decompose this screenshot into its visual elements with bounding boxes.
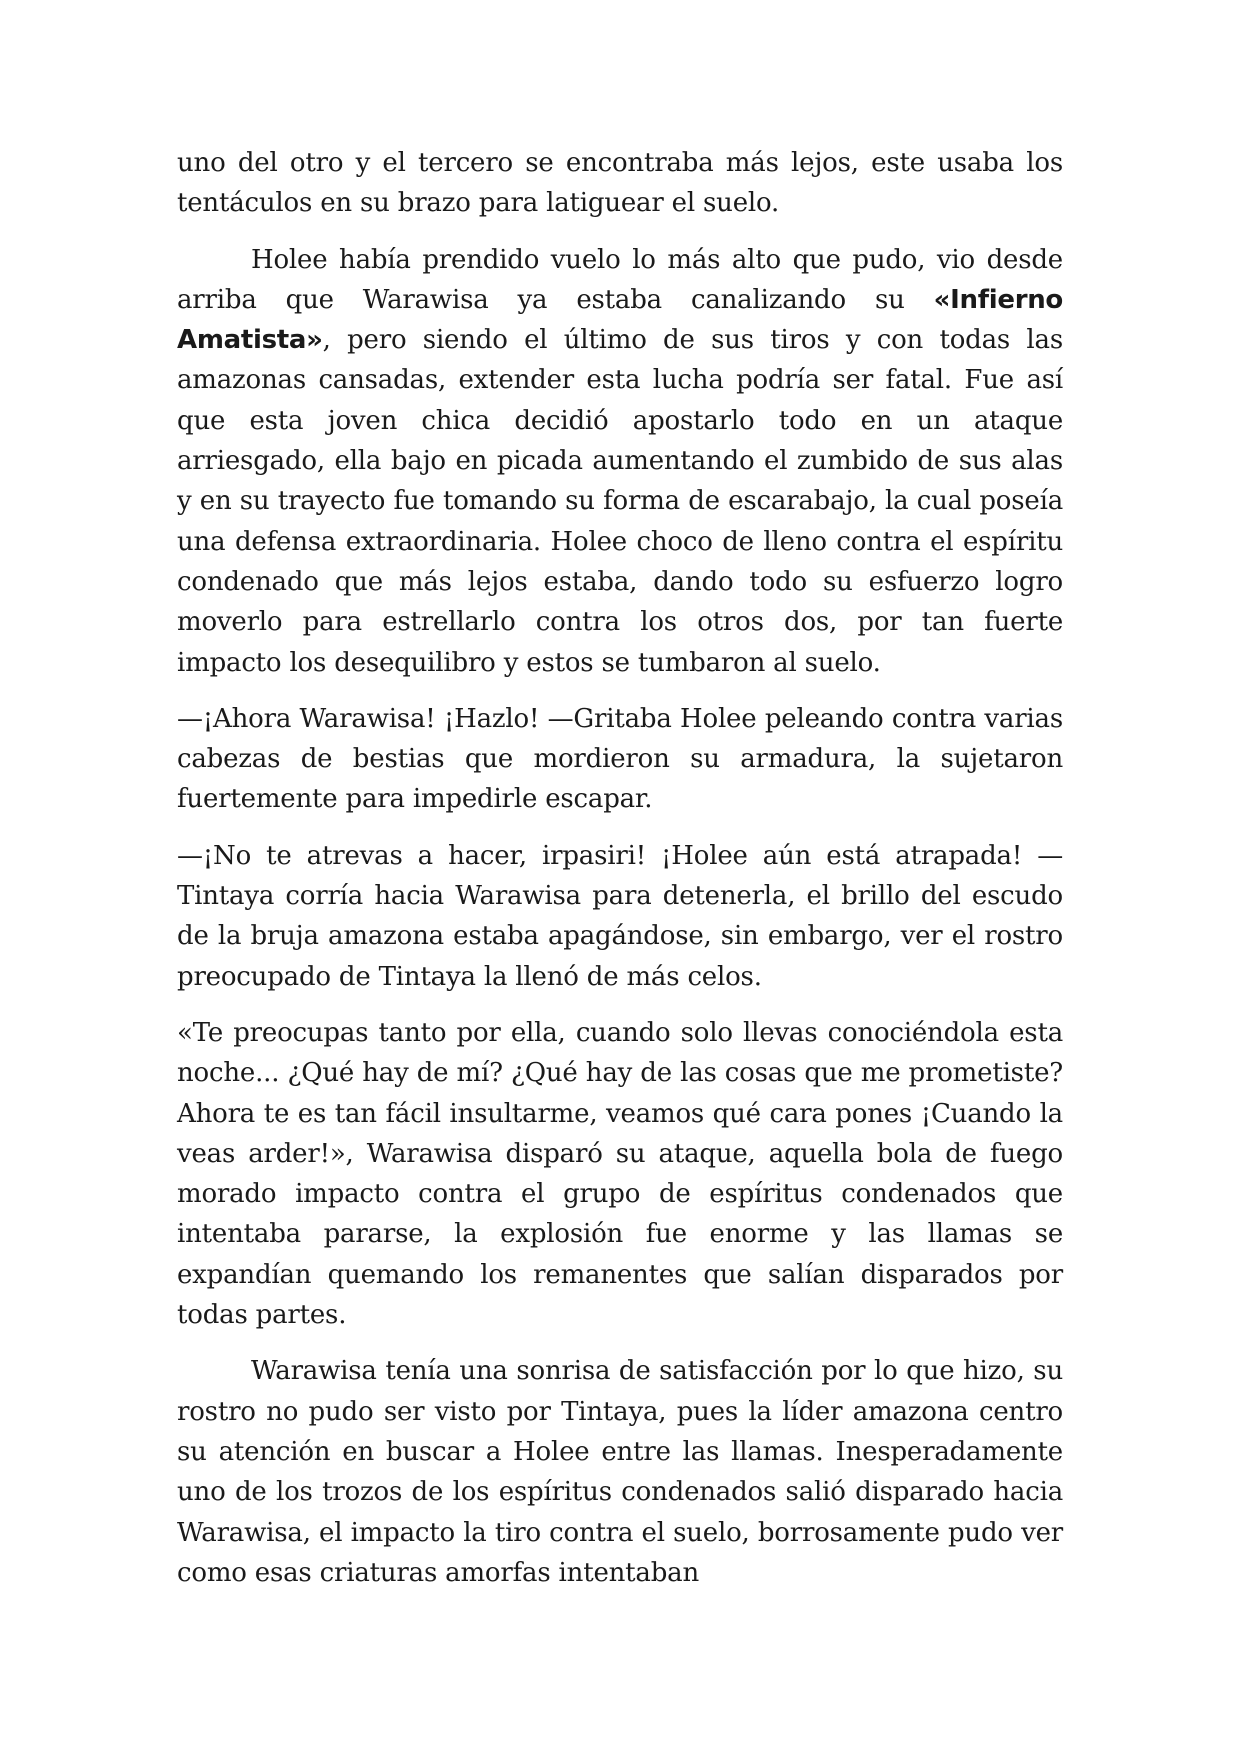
page-body (177, 143, 1063, 1609)
paragraph-2 (177, 240, 1063, 683)
paragraph-2-text-after: , pero siendo el último de sus tiros y con todas las amazonas cansadas, extender esta lucha podría ser fatal. Fue así que esta joven chica decidió apostarlo todo en un ataque arriesgado, ella bajo en picada aumentando el zumbido de sus alas y en su trayecto fue tomando su forma de escarabajo, la cual poseía una defensa extraordinaria. Holee choco de lleno contra el espíritu condenado que más lejos estaba, dando todo su esfuerzo logro moverlo para estrellarlo contra los otros dos, por tan fuerte impacto los desequilibro y estos se tumbaron al suelo. (177, 325, 1063, 678)
paragraph-1: uno del otro y el tercero se encontraba más lejos, este usaba los tentáculos en su brazo para latiguear el suelo. (177, 148, 1063, 219)
paragraph-3-dialogue: —¡Ahora Warawisa! ¡Hazlo! —Gritaba Holee peleando contra varias cabezas de bestias que mordieron su armadura, la sujetaron fuertemente para impedirle escapar. (177, 703, 1063, 815)
paragraph-5-thought: «Te preocupas tanto por ella, cuando solo llevas conociéndola esta noche... ¿Qué hay de mí? ¿Qué hay de las cosas que me prometiste? Ahora te es tan fácil insultarme, veamos qué cara pones ¡Cuando la veas arder!», Warawisa disparó su ataque, aquella bola de fuego morado impacto contra el grupo de espíritus condenados que intentaba pararse, la explosión fue enorme y las llamas se expandían quemando los remanentes que salían disparados por todas partes. (177, 1017, 1063, 1331)
paragraph-6: Warawisa tenía una sonrisa de satisfacción por lo que hizo, su rostro no pudo ser visto por Tintaya, pues la líder amazona centro su atención en buscar a Holee entre las llamas. Inesperadamente uno de los trozos de los espíritus condenados salió disparado hacia Warawisa, el impacto la tiro contra el suelo, borrosamente pudo ver como esas criaturas amorfas intentaban (177, 1356, 1063, 1588)
paragraph-4-dialogue: —¡No te atrevas a hacer, irpasiri! ¡Holee aún está atrapada! —Tintaya corría hacia Warawisa para detenerla, el brillo del escudo de la bruja amazona estaba apagándose, sin embargo, ver el rostro preocupado de Tintaya la llenó de más celos. (177, 840, 1063, 992)
spell-name-infierno-amatista: «Infierno Amatista» (177, 284, 1063, 356)
paragraph-2-text-before: Holee había prendido vuelo lo más alto que pudo, vio desde arriba que Warawisa ya estaba canalizando su (177, 244, 1063, 315)
